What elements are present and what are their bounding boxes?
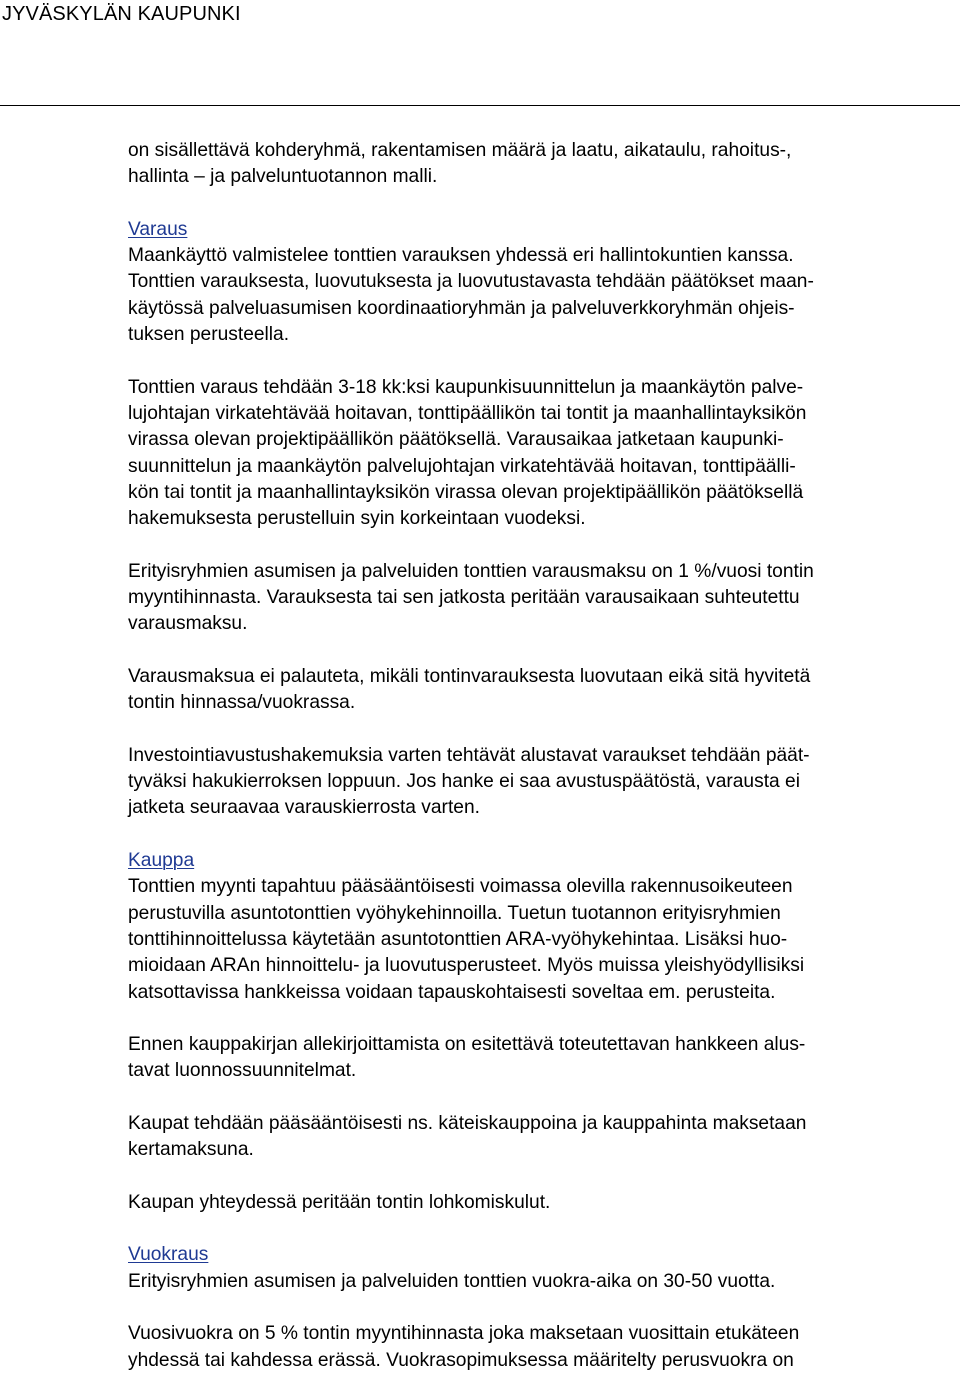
text-line: tontin hinnassa/vuokrassa.	[128, 692, 356, 714]
section-vuokraus	[128, 1242, 954, 1295]
document-body	[128, 138, 954, 1400]
header-divider	[0, 105, 960, 106]
text-line: tonttihinnoittelussa käytetään asuntotonttien ARA-vyöhykehintaa. Lisäksi huo-	[128, 928, 788, 950]
paragraph-parcel-costs	[128, 1190, 954, 1216]
text-line: katsottavissa hankkeissa voidaan tapauskohtaisesti soveltaa em. perusteita.	[128, 981, 776, 1003]
text-line: virassa olevan projektipäällikön päätöksellä. Varausaikaa jatketaan kaupunki-	[128, 429, 784, 451]
text-line: perustuvilla asuntotonttien vyöhykehinnoilla. Tuetun tuotannon erityisryhmien	[128, 902, 781, 924]
organization-name: JYVÄSKYLÄN KAUPUNKI	[2, 3, 241, 25]
text-line: lujohtajan virkatehtävää hoitavan, tonttipäällikön tai tontit ja maanhallintayksikön	[128, 402, 807, 424]
text-line: Tonttien varaus tehdään 3-18 kk:ksi kaupunkisuunnittelun ja maankäytön palve-	[128, 376, 804, 398]
text-line: hallinta – ja palveluntuotannon malli.	[128, 166, 438, 188]
text-line: varausmaksu.	[128, 613, 248, 635]
text-line: Tonttien varauksesta, luovutuksesta ja luovutustavasta tehdään päätökset maan-	[128, 271, 814, 293]
text-line: Erityisryhmien asumisen ja palveluiden tonttien vuokra-aika on 30-50 vuotta.	[128, 1270, 776, 1292]
text-line: on sisällettävä kohderyhmä, rakentamisen määrä ja laatu, aikataulu, rahoitus-,	[128, 140, 792, 161]
text-line: Kaupat tehdään pääsääntöisesti ns. käteiskauppoina ja kauppahinta maksetaan	[128, 1112, 807, 1134]
paragraph-fee-refund	[128, 664, 954, 717]
text-line: Vuosivuokra on 5 % tontin myyntihinnasta joka maksetaan vuosittain etukäteen	[128, 1323, 800, 1345]
text-line: tyväksi hakukierroksen loppuun. Jos hanke ei saa avustuspäätöstä, varausta ei	[128, 771, 800, 793]
paragraph-reservation-fee	[128, 559, 954, 638]
text-line: yhdessä tai kahdessa erässä. Vuokrasopimuksessa määritelty perusvuokra on	[128, 1349, 794, 1371]
paragraph-investment-grants	[128, 743, 954, 822]
text-line: tavat luonnossuunnitelmat.	[128, 1060, 357, 1082]
text-line: Kaupan yhteydessä peritään tontin lohkomiskulut.	[128, 1191, 551, 1213]
text-line: Erityisryhmien asumisen ja palveluiden tonttien varausmaksu on 1 %/vuosi tontin	[128, 560, 814, 582]
section-varaus	[128, 217, 954, 348]
text-line: suunnittelun ja maankäytön palvelujohtajan virkatehtävää hoitavan, tonttipäälli-	[128, 455, 796, 477]
paragraph-annual-rent	[128, 1321, 954, 1374]
text-line: tuksen perusteella.	[128, 324, 290, 346]
text-line: kön tai tontit ja maanhallintayksikön virassa olevan projektipäällikön päätöksellä	[128, 481, 804, 503]
section-heading-varaus: Varaus	[128, 218, 188, 240]
text-line: käytössä palveluasumisen koordinaatioryhmän ja palveluverkkoryhmän ohjeis-	[128, 297, 795, 319]
paragraph-deed-signing	[128, 1032, 954, 1085]
text-line: Tonttien myynti tapahtuu pääsääntöisesti voimassa olevilla rakennusoikeuteen	[128, 876, 793, 898]
text-line: jatketa seuraavaa varauskierrosta varten.	[128, 797, 480, 819]
text-line: Maankäyttö valmistelee tonttien varauksen yhdessä eri hallintokuntien kanssa.	[128, 245, 794, 267]
section-heading-kauppa: Kauppa	[128, 850, 195, 872]
paragraph-reservation-term	[128, 375, 954, 533]
text-line: Investointiavustushakemuksia varten tehtävät alustavat varaukset tehdään päät-	[128, 744, 810, 766]
text-line: hakemuksesta perustelluin syin korkeintaan vuodeksi.	[128, 508, 586, 530]
paragraph-cash-sale	[128, 1111, 954, 1164]
text-line: myyntihinnasta. Varauksesta tai sen jatkosta peritään varausaikaan suhteutettu	[128, 587, 800, 609]
paragraph-target-group	[128, 138, 954, 191]
text-line: kertamaksuna.	[128, 1139, 254, 1161]
text-line: Varausmaksua ei palauteta, mikäli tontinvarauksesta luovutaan eikä sitä hyvitetä	[128, 665, 811, 687]
section-kauppa	[128, 848, 954, 1006]
text-line: Ennen kauppakirjan allekirjoittamista on esitettävä toteutettavan hankkeen alus-	[128, 1034, 806, 1056]
text-line: mioidaan ARAn hinnoittelu- ja luovutusperusteet. Myös muissa yleishyödyllisiksi	[128, 955, 805, 977]
section-heading-vuokraus: Vuokraus	[128, 1244, 209, 1266]
